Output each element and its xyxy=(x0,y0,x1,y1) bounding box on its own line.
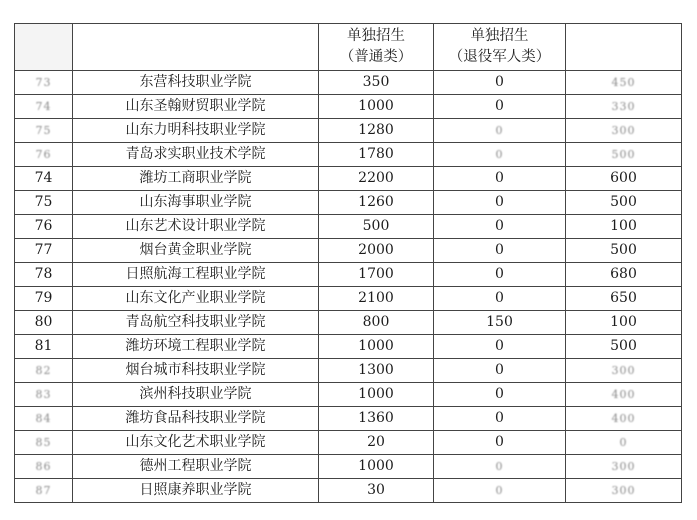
table-row xyxy=(15,335,682,359)
header-veteran-cell xyxy=(434,24,566,71)
other-quota-cell: 600 xyxy=(566,167,682,191)
other-quota-cell: 300 xyxy=(566,455,682,479)
college-name-cell: 山东力明科技职业学院 xyxy=(73,119,319,143)
header-veteran-line2: （退役军人类） xyxy=(448,49,551,65)
college-name-cell: 日照航海工程职业学院 xyxy=(73,263,319,287)
veteran-quota-cell: 0 xyxy=(434,167,566,191)
row-number-cell: 76 xyxy=(15,215,73,239)
general-quota-cell: 1000 xyxy=(319,335,434,359)
table-row xyxy=(15,407,682,431)
other-quota-cell: 500 xyxy=(566,191,682,215)
table-row xyxy=(15,359,682,383)
row-number-cell: 74 xyxy=(15,95,73,119)
other-quota-cell: 500 xyxy=(566,239,682,263)
general-quota-cell: 1000 xyxy=(319,95,434,119)
table-row xyxy=(15,455,682,479)
row-number-cell: 74 xyxy=(15,167,73,191)
general-quota-cell: 20 xyxy=(319,431,434,455)
row-number-cell: 73 xyxy=(15,71,73,95)
college-name-cell: 山东艺术设计职业学院 xyxy=(73,215,319,239)
general-quota-cell: 800 xyxy=(319,311,434,335)
college-name-cell: 东营科技职业学院 xyxy=(73,71,319,95)
college-name-cell: 山东文化产业职业学院 xyxy=(73,287,319,311)
header-number-cell xyxy=(15,24,73,71)
other-quota-cell: 650 xyxy=(566,287,682,311)
header-other-cell xyxy=(566,24,682,71)
row-number-cell: 75 xyxy=(15,119,73,143)
row-number-cell: 76 xyxy=(15,143,73,167)
table-row xyxy=(15,143,682,167)
other-quota-cell: 0 xyxy=(566,431,682,455)
veteran-quota-cell: 0 xyxy=(434,335,566,359)
row-number-cell: 82 xyxy=(15,359,73,383)
veteran-quota-cell: 0 xyxy=(434,215,566,239)
header-veteran-line1: 单独招生 xyxy=(470,28,529,44)
veteran-quota-cell: 0 xyxy=(434,407,566,431)
other-quota-cell: 300 xyxy=(566,479,682,503)
college-name-cell: 滨州科技职业学院 xyxy=(73,383,319,407)
veteran-quota-cell: 0 xyxy=(434,143,566,167)
general-quota-cell: 2100 xyxy=(319,287,434,311)
other-quota-cell: 300 xyxy=(566,359,682,383)
other-quota-cell: 330 xyxy=(566,95,682,119)
veteran-quota-cell: 0 xyxy=(434,455,566,479)
other-quota-cell: 100 xyxy=(566,215,682,239)
general-quota-cell: 1260 xyxy=(319,191,434,215)
college-name-cell: 青岛航空科技职业学院 xyxy=(73,311,319,335)
row-number-cell: 87 xyxy=(15,479,73,503)
general-quota-cell: 2000 xyxy=(319,239,434,263)
header-general-line1: 单独招生 xyxy=(347,28,405,44)
row-number-cell: 83 xyxy=(15,383,73,407)
veteran-quota-cell: 0 xyxy=(434,239,566,263)
veteran-quota-cell: 0 xyxy=(434,383,566,407)
row-number-cell: 77 xyxy=(15,239,73,263)
header-general-line2: （普通类） xyxy=(339,49,413,65)
row-number-cell: 79 xyxy=(15,287,73,311)
general-quota-cell: 30 xyxy=(319,479,434,503)
other-quota-cell: 500 xyxy=(566,143,682,167)
general-quota-cell: 500 xyxy=(319,215,434,239)
veteran-quota-cell: 0 xyxy=(434,71,566,95)
general-quota-cell: 1000 xyxy=(319,383,434,407)
row-number-cell: 78 xyxy=(15,263,73,287)
college-name-cell: 潍坊工商职业学院 xyxy=(73,167,319,191)
other-quota-cell: 100 xyxy=(566,311,682,335)
veteran-quota-cell: 0 xyxy=(434,119,566,143)
veteran-quota-cell: 0 xyxy=(434,479,566,503)
table-row xyxy=(15,263,682,287)
college-name-cell: 山东海事职业学院 xyxy=(73,191,319,215)
general-quota-cell: 1280 xyxy=(319,119,434,143)
veteran-quota-cell: 0 xyxy=(434,263,566,287)
table-row xyxy=(15,239,682,263)
general-quota-cell: 1780 xyxy=(319,143,434,167)
college-name-cell: 山东圣翰财贸职业学院 xyxy=(73,95,319,119)
other-quota-cell: 450 xyxy=(566,71,682,95)
header-name-cell xyxy=(73,24,319,71)
row-number-cell: 84 xyxy=(15,407,73,431)
table-row xyxy=(15,215,682,239)
table-row xyxy=(15,383,682,407)
row-number-cell: 81 xyxy=(15,335,73,359)
general-quota-cell: 1300 xyxy=(319,359,434,383)
table-body xyxy=(15,71,682,503)
college-name-cell: 日照康养职业学院 xyxy=(73,479,319,503)
college-name-cell: 德州工程职业学院 xyxy=(73,455,319,479)
general-quota-cell: 1700 xyxy=(319,263,434,287)
admissions-table xyxy=(14,23,682,503)
veteran-quota-cell: 0 xyxy=(434,287,566,311)
college-name-cell: 烟台城市科技职业学院 xyxy=(73,359,319,383)
college-name-cell: 潍坊环境工程职业学院 xyxy=(73,335,319,359)
row-number-cell: 85 xyxy=(15,431,73,455)
other-quota-cell: 680 xyxy=(566,263,682,287)
header-row xyxy=(15,24,682,71)
general-quota-cell: 1360 xyxy=(319,407,434,431)
college-name-cell: 山东文化艺术职业学院 xyxy=(73,431,319,455)
general-quota-cell: 1000 xyxy=(319,455,434,479)
college-name-cell: 潍坊食品科技职业学院 xyxy=(73,407,319,431)
other-quota-cell: 300 xyxy=(566,119,682,143)
table-row xyxy=(15,167,682,191)
veteran-quota-cell: 0 xyxy=(434,95,566,119)
veteran-quota-cell: 150 xyxy=(434,311,566,335)
row-number-cell: 75 xyxy=(15,191,73,215)
other-quota-cell: 400 xyxy=(566,383,682,407)
table-row xyxy=(15,287,682,311)
college-name-cell: 青岛求实职业技术学院 xyxy=(73,143,319,167)
table-row xyxy=(15,479,682,503)
veteran-quota-cell: 0 xyxy=(434,191,566,215)
table-row xyxy=(15,311,682,335)
general-quota-cell: 2200 xyxy=(319,167,434,191)
other-quota-cell: 500 xyxy=(566,335,682,359)
veteran-quota-cell: 0 xyxy=(434,359,566,383)
table-header xyxy=(15,24,682,71)
other-quota-cell: 400 xyxy=(566,407,682,431)
college-name-cell: 烟台黄金职业学院 xyxy=(73,239,319,263)
general-quota-cell: 350 xyxy=(319,71,434,95)
table-row xyxy=(15,71,682,95)
table-row xyxy=(15,119,682,143)
table-row xyxy=(15,191,682,215)
table-row xyxy=(15,95,682,119)
row-number-cell: 86 xyxy=(15,455,73,479)
table-row xyxy=(15,431,682,455)
row-number-cell: 80 xyxy=(15,311,73,335)
veteran-quota-cell: 0 xyxy=(434,431,566,455)
header-general-cell xyxy=(319,24,434,71)
